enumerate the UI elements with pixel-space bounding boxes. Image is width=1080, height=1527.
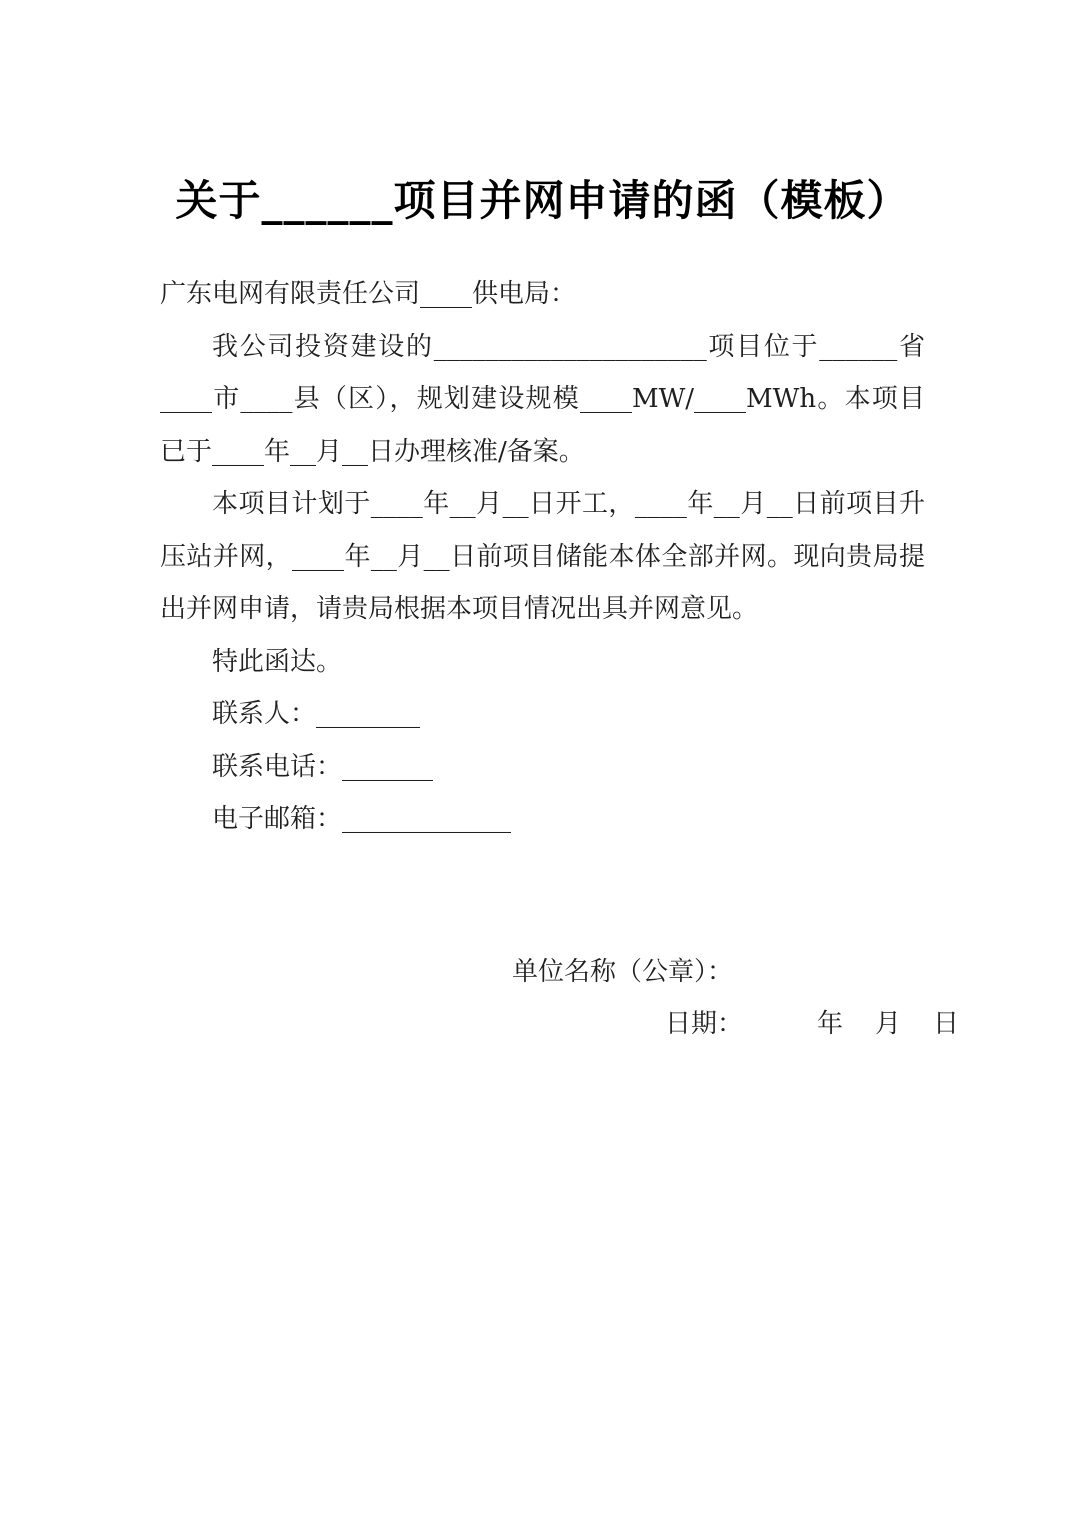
contact-person-line	[160, 688, 925, 741]
letter-body	[160, 268, 960, 1051]
paragraph-schedule: 本项目计划于____年__月__日开工，____年__月__日前项目升压站并网，____年__月__日前项目储能本体全部并网。现向贵局提出并网申请，请贵局根据本项目情况出具并网意见。	[160, 489, 925, 624]
contact-phone-blank: _______	[342, 751, 434, 782]
contact-email-blank: _____________	[342, 804, 512, 834]
title-prefix: 关于	[175, 176, 262, 225]
letter-title	[160, 172, 925, 230]
salutation-line: 广东电网有限责任公司____供电局：	[160, 279, 577, 309]
title-suffix: 项目并网申请的函（模板）	[393, 176, 910, 225]
contact-person-label: 联系人：	[212, 699, 317, 729]
paragraph-closing: 特此函达。	[212, 646, 343, 677]
signature-block	[160, 946, 960, 1051]
signature-date-line	[160, 998, 960, 1051]
signature-company-line: 单位名称（公章）：	[512, 956, 734, 987]
contact-person-blank: ________	[316, 699, 421, 729]
contact-phone-line	[160, 741, 925, 794]
date-day-label: 日	[933, 1009, 960, 1039]
contact-email-label: 电子邮箱：	[212, 804, 343, 834]
contact-email-line	[160, 793, 925, 846]
paragraph-project-info: 我公司投资建设的_____________________项目位于______省____市____县（区），规划建设规模____MW/____MWh。本项目已于____年__月__日办理核准/备案。	[160, 331, 925, 467]
date-month-label: 月	[875, 1009, 902, 1039]
date-label: 日期：	[665, 1009, 744, 1039]
title-blank-underline: ______	[261, 176, 394, 225]
contact-phone-label: 联系电话：	[212, 751, 343, 782]
date-year-label: 年	[817, 1009, 844, 1039]
